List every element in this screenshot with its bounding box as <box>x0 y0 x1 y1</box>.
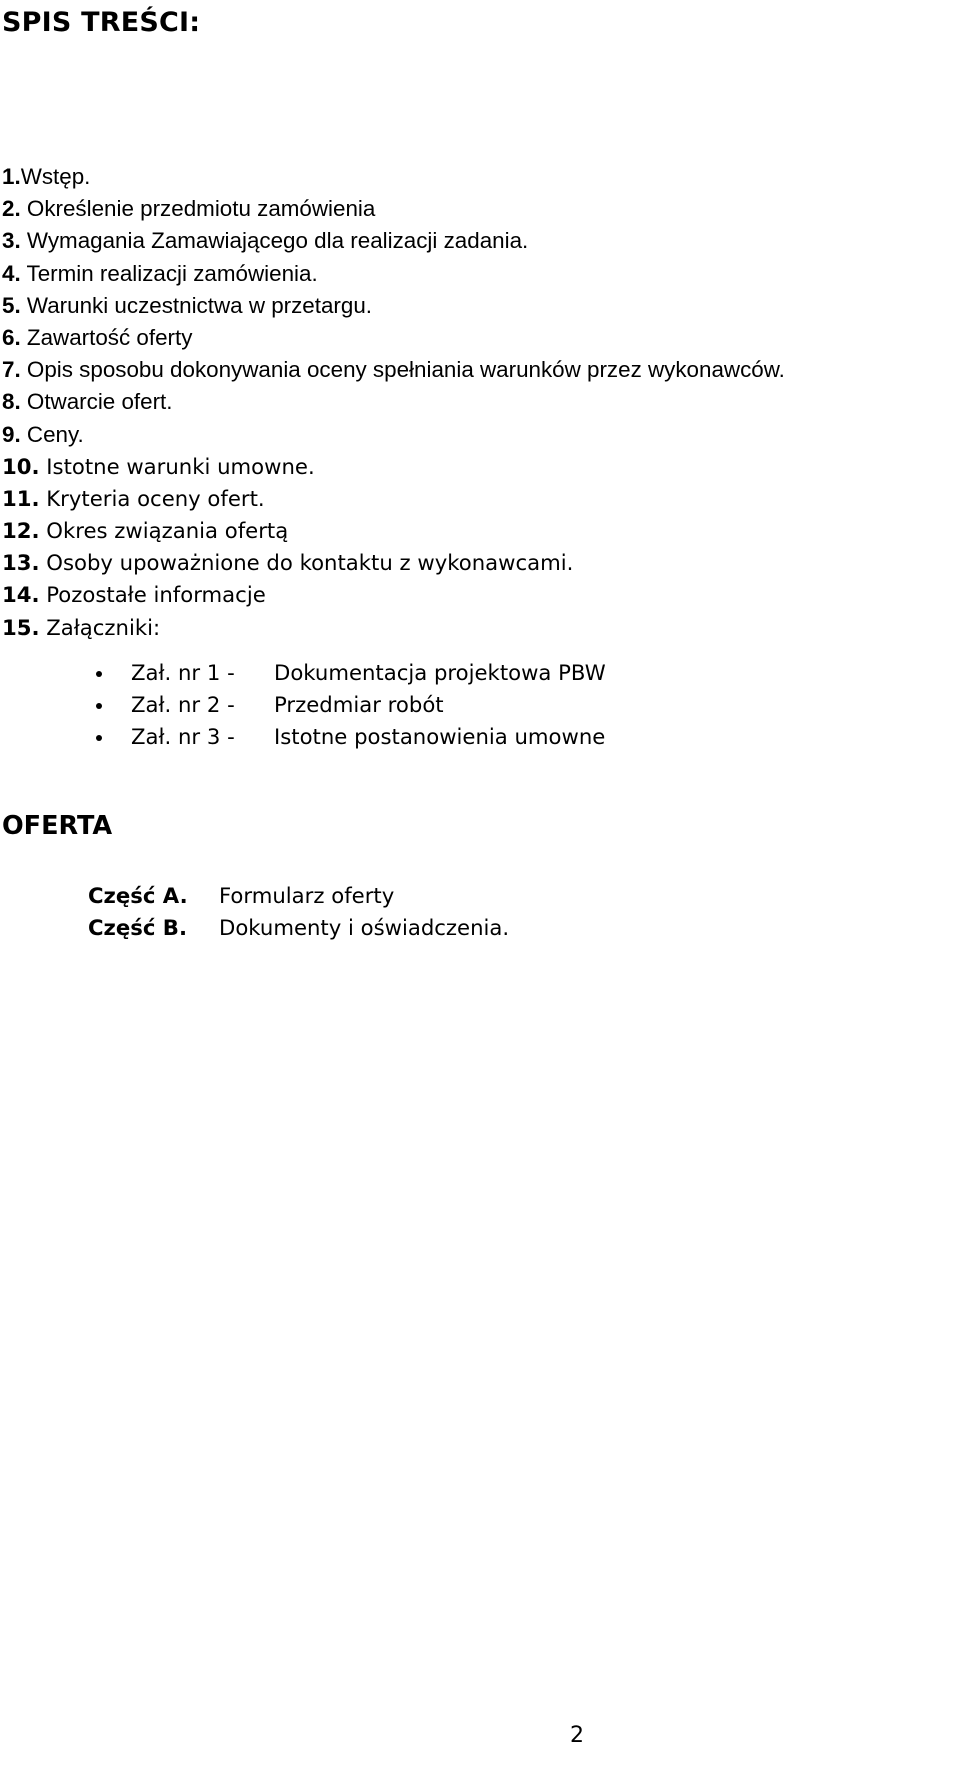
bullet-icon <box>96 671 102 677</box>
toc-item-text: Warunki uczestnictwa w przetargu. <box>20 292 373 318</box>
table-of-contents <box>2 161 785 644</box>
toc-item-number: 7. <box>2 357 21 383</box>
offer-part-label: Część B. <box>88 915 187 941</box>
toc-item-text: Pozostałe informacje <box>39 582 266 608</box>
toc-item-number: 15. <box>2 614 40 640</box>
toc-item-number: 13. <box>2 550 40 576</box>
toc-item-number: 2. <box>2 196 21 222</box>
toc-item-text: Załączniki: <box>39 614 161 640</box>
bullet-icon <box>96 703 102 709</box>
toc-item-text: Wstęp. <box>20 164 91 189</box>
toc-item-text: Ceny. <box>20 421 84 447</box>
toc-item-8 <box>2 386 785 418</box>
toc-item-15 <box>2 612 785 644</box>
toc-item-text: Określenie przedmiotu zamówienia <box>20 196 376 222</box>
toc-item-number: 5. <box>2 292 21 318</box>
attachment-name: Istotne postanowienia umowne <box>274 724 606 750</box>
toc-item-text: Okres związania ofertą <box>39 518 289 544</box>
toc-item-text: Osoby upoważnione do kontaktu z wykonawcami. <box>39 550 574 576</box>
toc-item-number: 3. <box>2 228 21 254</box>
bullet-icon <box>96 735 102 741</box>
offer-heading: OFERTA <box>2 811 113 841</box>
toc-item-text: Zawartość oferty <box>20 324 193 350</box>
attachment-number: Zał. nr 3 - <box>131 724 235 750</box>
toc-item-text: Opis sposobu dokonywania oceny spełniania warunków przez wykonawców. <box>20 357 785 383</box>
toc-item-text: Istotne warunki umowne. <box>39 453 315 479</box>
toc-item-number: 11. <box>2 485 40 511</box>
attachment-name: Przedmiar robót <box>274 692 444 718</box>
toc-item-5 <box>2 290 785 322</box>
toc-item-4 <box>2 258 785 290</box>
toc-item-12 <box>2 515 785 547</box>
toc-item-number: 4. <box>2 260 21 286</box>
toc-item-number: 9. <box>2 421 21 447</box>
toc-item-text: Wymagania Zamawiającego dla realizacji zadania. <box>20 228 529 254</box>
attachment-number: Zał. nr 2 - <box>131 692 235 718</box>
toc-item-number: 1. <box>2 164 21 189</box>
toc-item-text: Kryteria oceny ofert. <box>39 485 265 511</box>
toc-item-text: Termin realizacji zamówienia. <box>20 260 318 286</box>
toc-item-number: 6. <box>2 324 21 350</box>
toc-item-7 <box>2 354 785 386</box>
page-number: 2 <box>570 1723 584 1748</box>
toc-item-number: 14. <box>2 582 40 608</box>
toc-item-13 <box>2 547 785 579</box>
toc-item-1 <box>2 161 785 193</box>
toc-item-3 <box>2 225 785 257</box>
toc-item-number: 12. <box>2 518 40 544</box>
toc-item-14 <box>2 579 785 611</box>
attachment-number: Zał. nr 1 - <box>131 660 235 685</box>
toc-item-9 <box>2 419 785 451</box>
toc-item-10 <box>2 451 785 483</box>
toc-item-11 <box>2 483 785 515</box>
toc-item-number: 8. <box>2 389 21 415</box>
toc-item-6 <box>2 322 785 354</box>
toc-item-text: Otwarcie ofert. <box>20 389 173 415</box>
toc-item-number: 10. <box>2 453 40 479</box>
toc-item-2 <box>2 193 785 225</box>
offer-part-name: Dokumenty i oświadczenia. <box>219 915 510 941</box>
offer-part-name: Formularz oferty <box>219 883 395 908</box>
document-title: SPIS TREŚCI: <box>2 7 201 38</box>
offer-part-label: Część A. <box>88 883 188 908</box>
attachment-name: Dokumentacja projektowa PBW <box>274 660 606 685</box>
